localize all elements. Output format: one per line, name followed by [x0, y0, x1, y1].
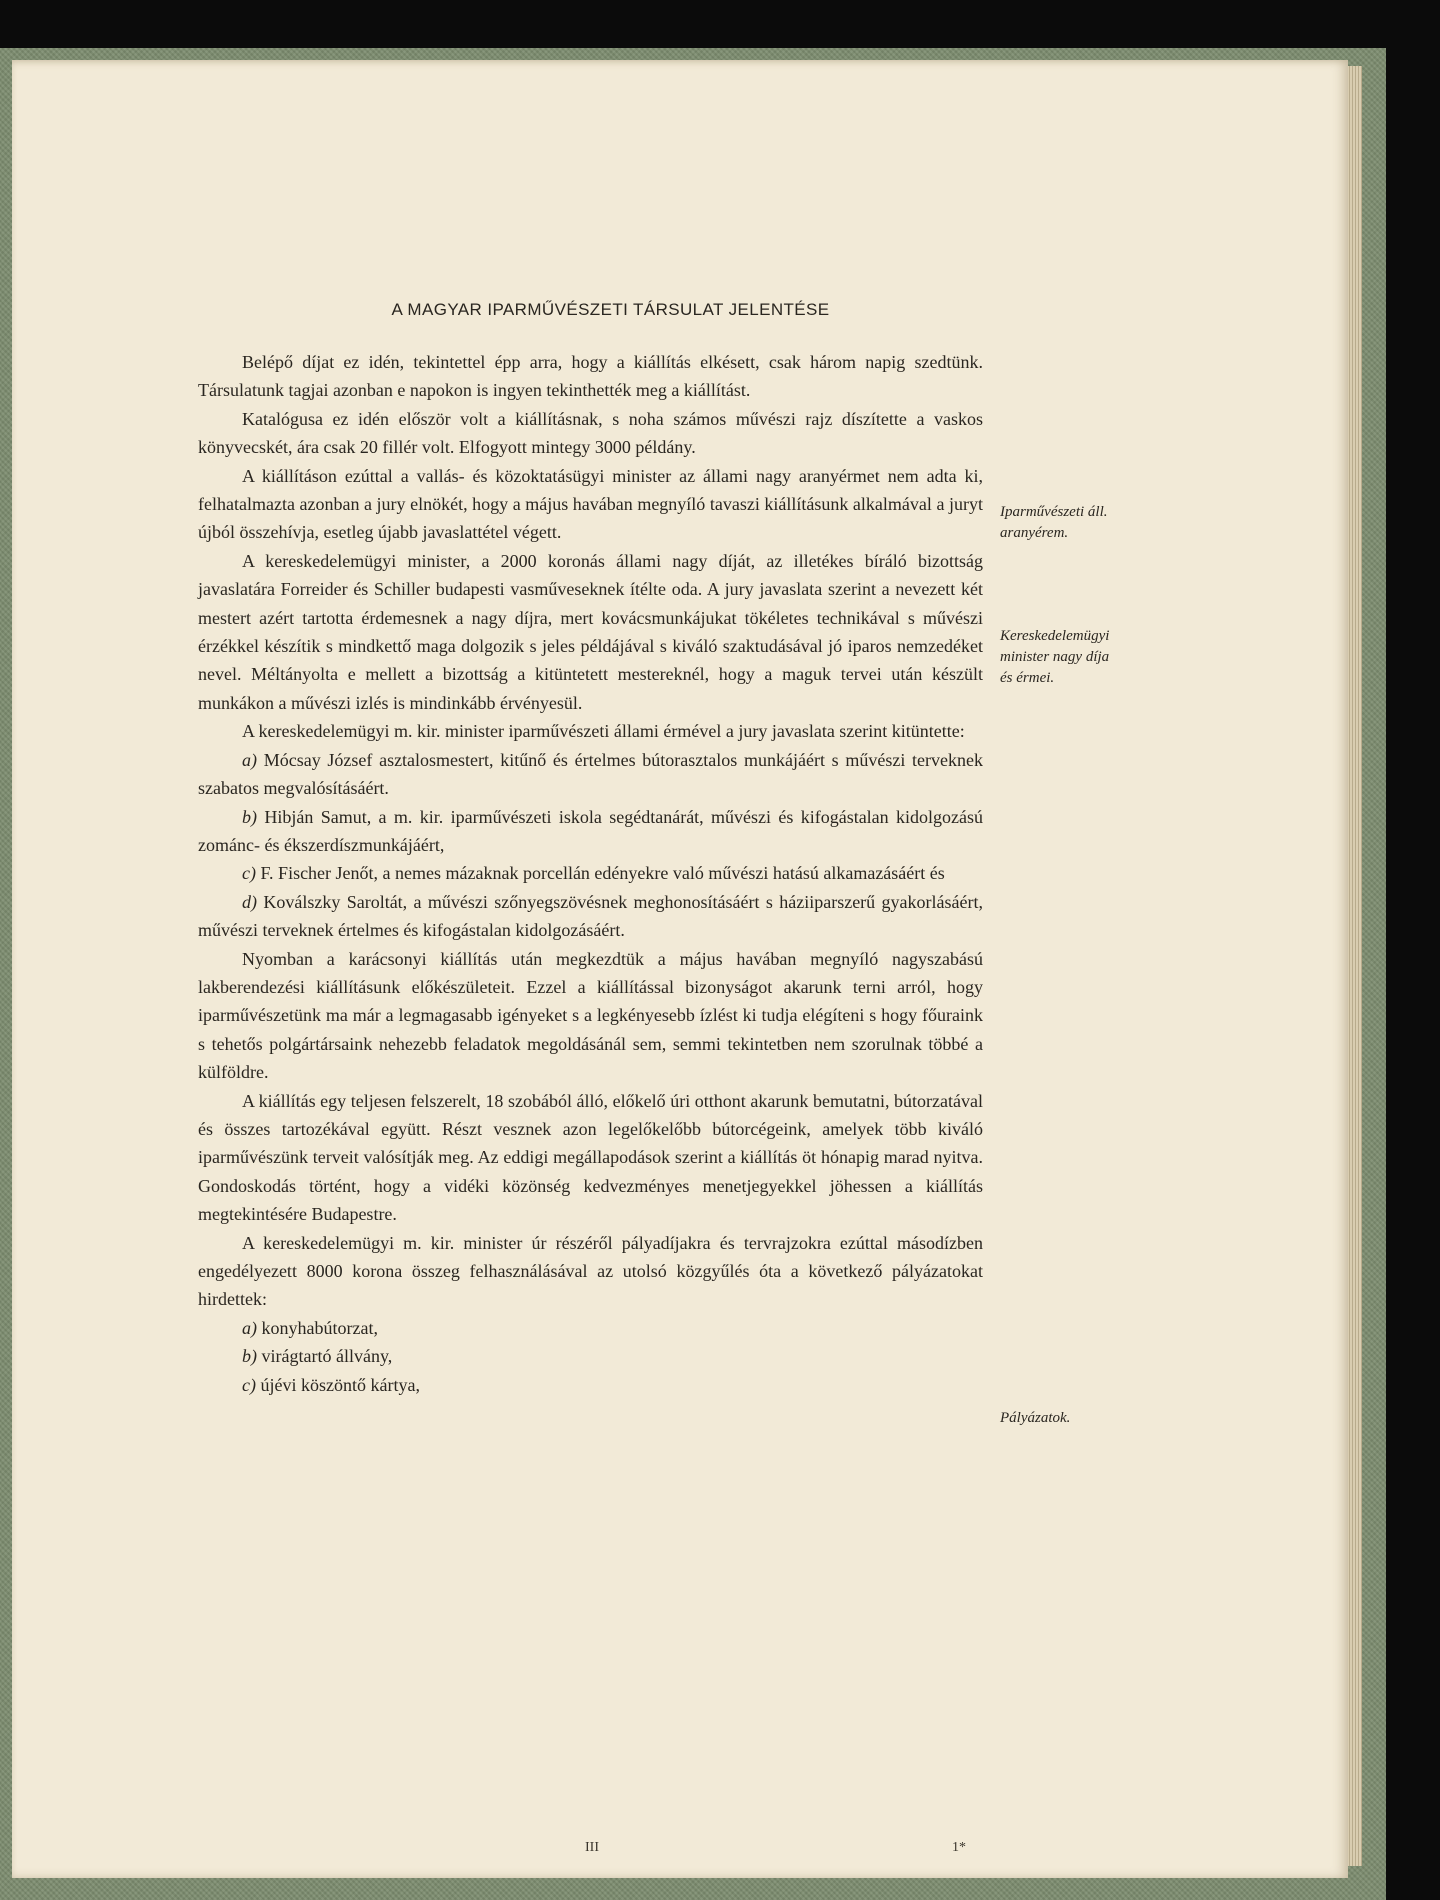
paragraph-grand-prize: A kereskedelemügyi minister, a 2000 koronás állami nagy díját, az illetékes bíráló bizottság javaslatára Forreider és Schiller budapesti vasműveseknek ítélte oda. A jury javaslata szerint a nevezett két mestert azért tartotta érdemesnek a nagy díjra, mert kovácsmunkájukat tökéletes technikával s művészi érzékkel készítik s mindkettő maga dolgozik s jeles példájával s kiváló szaktudásával jó iparos nemzedéket nevel. Méltányolta e mellett a bizottság a kitüntetett mestereknél, hogy a maguk tervei után készült munkákon a művészi izlés is mindinkább érvényesül. [198, 550, 983, 713]
item-text: konyhabútorzat, [261, 1317, 378, 1338]
item-text: Hibján Samut, a m. kir. iparművészeti iskola segédtanárát, művészi és kifogástalan kidolgozású zománc- és ékszerdíszmunkájáért, [198, 806, 984, 855]
award-item [198, 803, 983, 860]
item-text: Mócsay József asztalosmestert, kitűnő és értelmes bútorasztalos munkájáért s művészi terveknek szabatos megvalósításáért. [198, 749, 983, 799]
item-letter: c) [242, 1374, 256, 1395]
paragraph-medals-intro: A kereskedelemügyi m. kir. minister iparművészeti állami érmével a jury javaslata szerint kitüntette: [242, 721, 965, 742]
award-item [198, 859, 983, 887]
item-letter: d) [242, 891, 257, 912]
item-text: Koválszky Saroltát, a művészi szőnyegszövésnek meghonosításáért s háziiparszerű gyakorlásáért, művészi terveknek értelmes és kifogástalan kidolgozásáért. [198, 891, 983, 941]
paragraph-gold-medal: A kiállításon ezúttal a vallás- és közoktatásügyi minister az állami nagy aranyérmet nem adta ki, felhatalmazta azonban a jury elnökét, hogy a május havában megnyíló tavaszi kiállításunk alkalmával a juryt újból összehívja, esetleg újabb javaslattétel végett. [198, 465, 983, 543]
item-text: virágtartó állvány, [261, 1346, 393, 1367]
page-title: A MAGYAR IPARMŰVÉSZETI TÁRSULAT JELENTÉSE [391, 300, 830, 319]
margin-note-gold-medal: Iparművészeti áll. aranyérem. [1000, 504, 1108, 541]
award-item [198, 746, 983, 803]
margin-note-competitions: Pályázatok. [1000, 1410, 1071, 1426]
item-text: F. Fischer Jenőt, a nemes mázaknak porcellán edényekre való művészi hatású alkamazásáért és [260, 863, 945, 884]
page-number: III [585, 1840, 599, 1855]
item-letter: c) [242, 863, 256, 884]
margin-note-grand-prize: Kereskedelemügyi minister nagy díja és érmei. [1000, 628, 1110, 686]
item-text: újévi köszöntő kártya, [260, 1374, 420, 1395]
item-letter: b) [242, 806, 257, 827]
paragraph-entrance-fee: Belépő díjat ez idén, tekintettel épp arra, hogy a kiállítás elkésett, csak három napig szedtünk. Társulatunk tagjai azonban e napokon is ingyen tekinthették meg a kiállítást. [198, 352, 983, 401]
competition-item [198, 1371, 983, 1399]
signature-mark: 1* [952, 1840, 966, 1855]
competition-item [198, 1342, 983, 1370]
paragraph-catalogue: Katalógusa ez idén először volt a kiállításnak, s noha számos művészi rajz díszítette a vaskos könyvecskét, ára csak 20 fillér volt. Elfogyott mintegy 3000 példány. [198, 408, 983, 458]
body-text [198, 348, 983, 1399]
item-letter: a) [242, 749, 257, 770]
paragraph-exhibition-home: A kiállítás egy teljesen felszerelt, 18 szobából álló, előkelő úri otthont akarunk bemutatni, bútorzatával és összes tartozékával együtt. Részt vesznek azon legelőkelőbb bútorcégeink, amelyek több kiváló iparművészünk terveit valósítják meg. Az eddigi megállapodások szerint a kiállítás öt hónapig marad nyitva. Gondoskodás történt, hogy a vidéki közönség kedvezményes menetjegyekkel jöhessen a kiállítás megtekintésére Budapestre. [198, 1090, 983, 1225]
paragraph-exhibition-prep: Nyomban a karácsonyi kiállítás után megkezdtük a május havában megnyíló nagyszabású lakberendezési kiállításunk előkészületeit. Ezzel a kiállítással bizonyságot akarunk terni arról, hogy iparművészetünk ma már a legmagasabb igényeket s a legkényesebb ízlést ki tudja elégíteni s hogy főuraink s tehetős polgártársaink nehezebb feladatok megoldásánál sem, semmi tekintetben nem szorulnak többé a külföldre. [198, 948, 983, 1083]
item-letter: a) [242, 1317, 257, 1338]
competition-item [198, 1314, 983, 1342]
paragraph-competitions-intro: A kereskedelemügyi m. kir. minister úr részéről pályadíjakra és tervrajzokra ezúttal másodízben engedélyezett 8000 korona összeg felhasználásával az utolsó közgyűlés óta a következő pályázatokat hirdettek: [198, 1232, 983, 1310]
item-letter: b) [242, 1346, 257, 1367]
award-item [198, 888, 983, 945]
